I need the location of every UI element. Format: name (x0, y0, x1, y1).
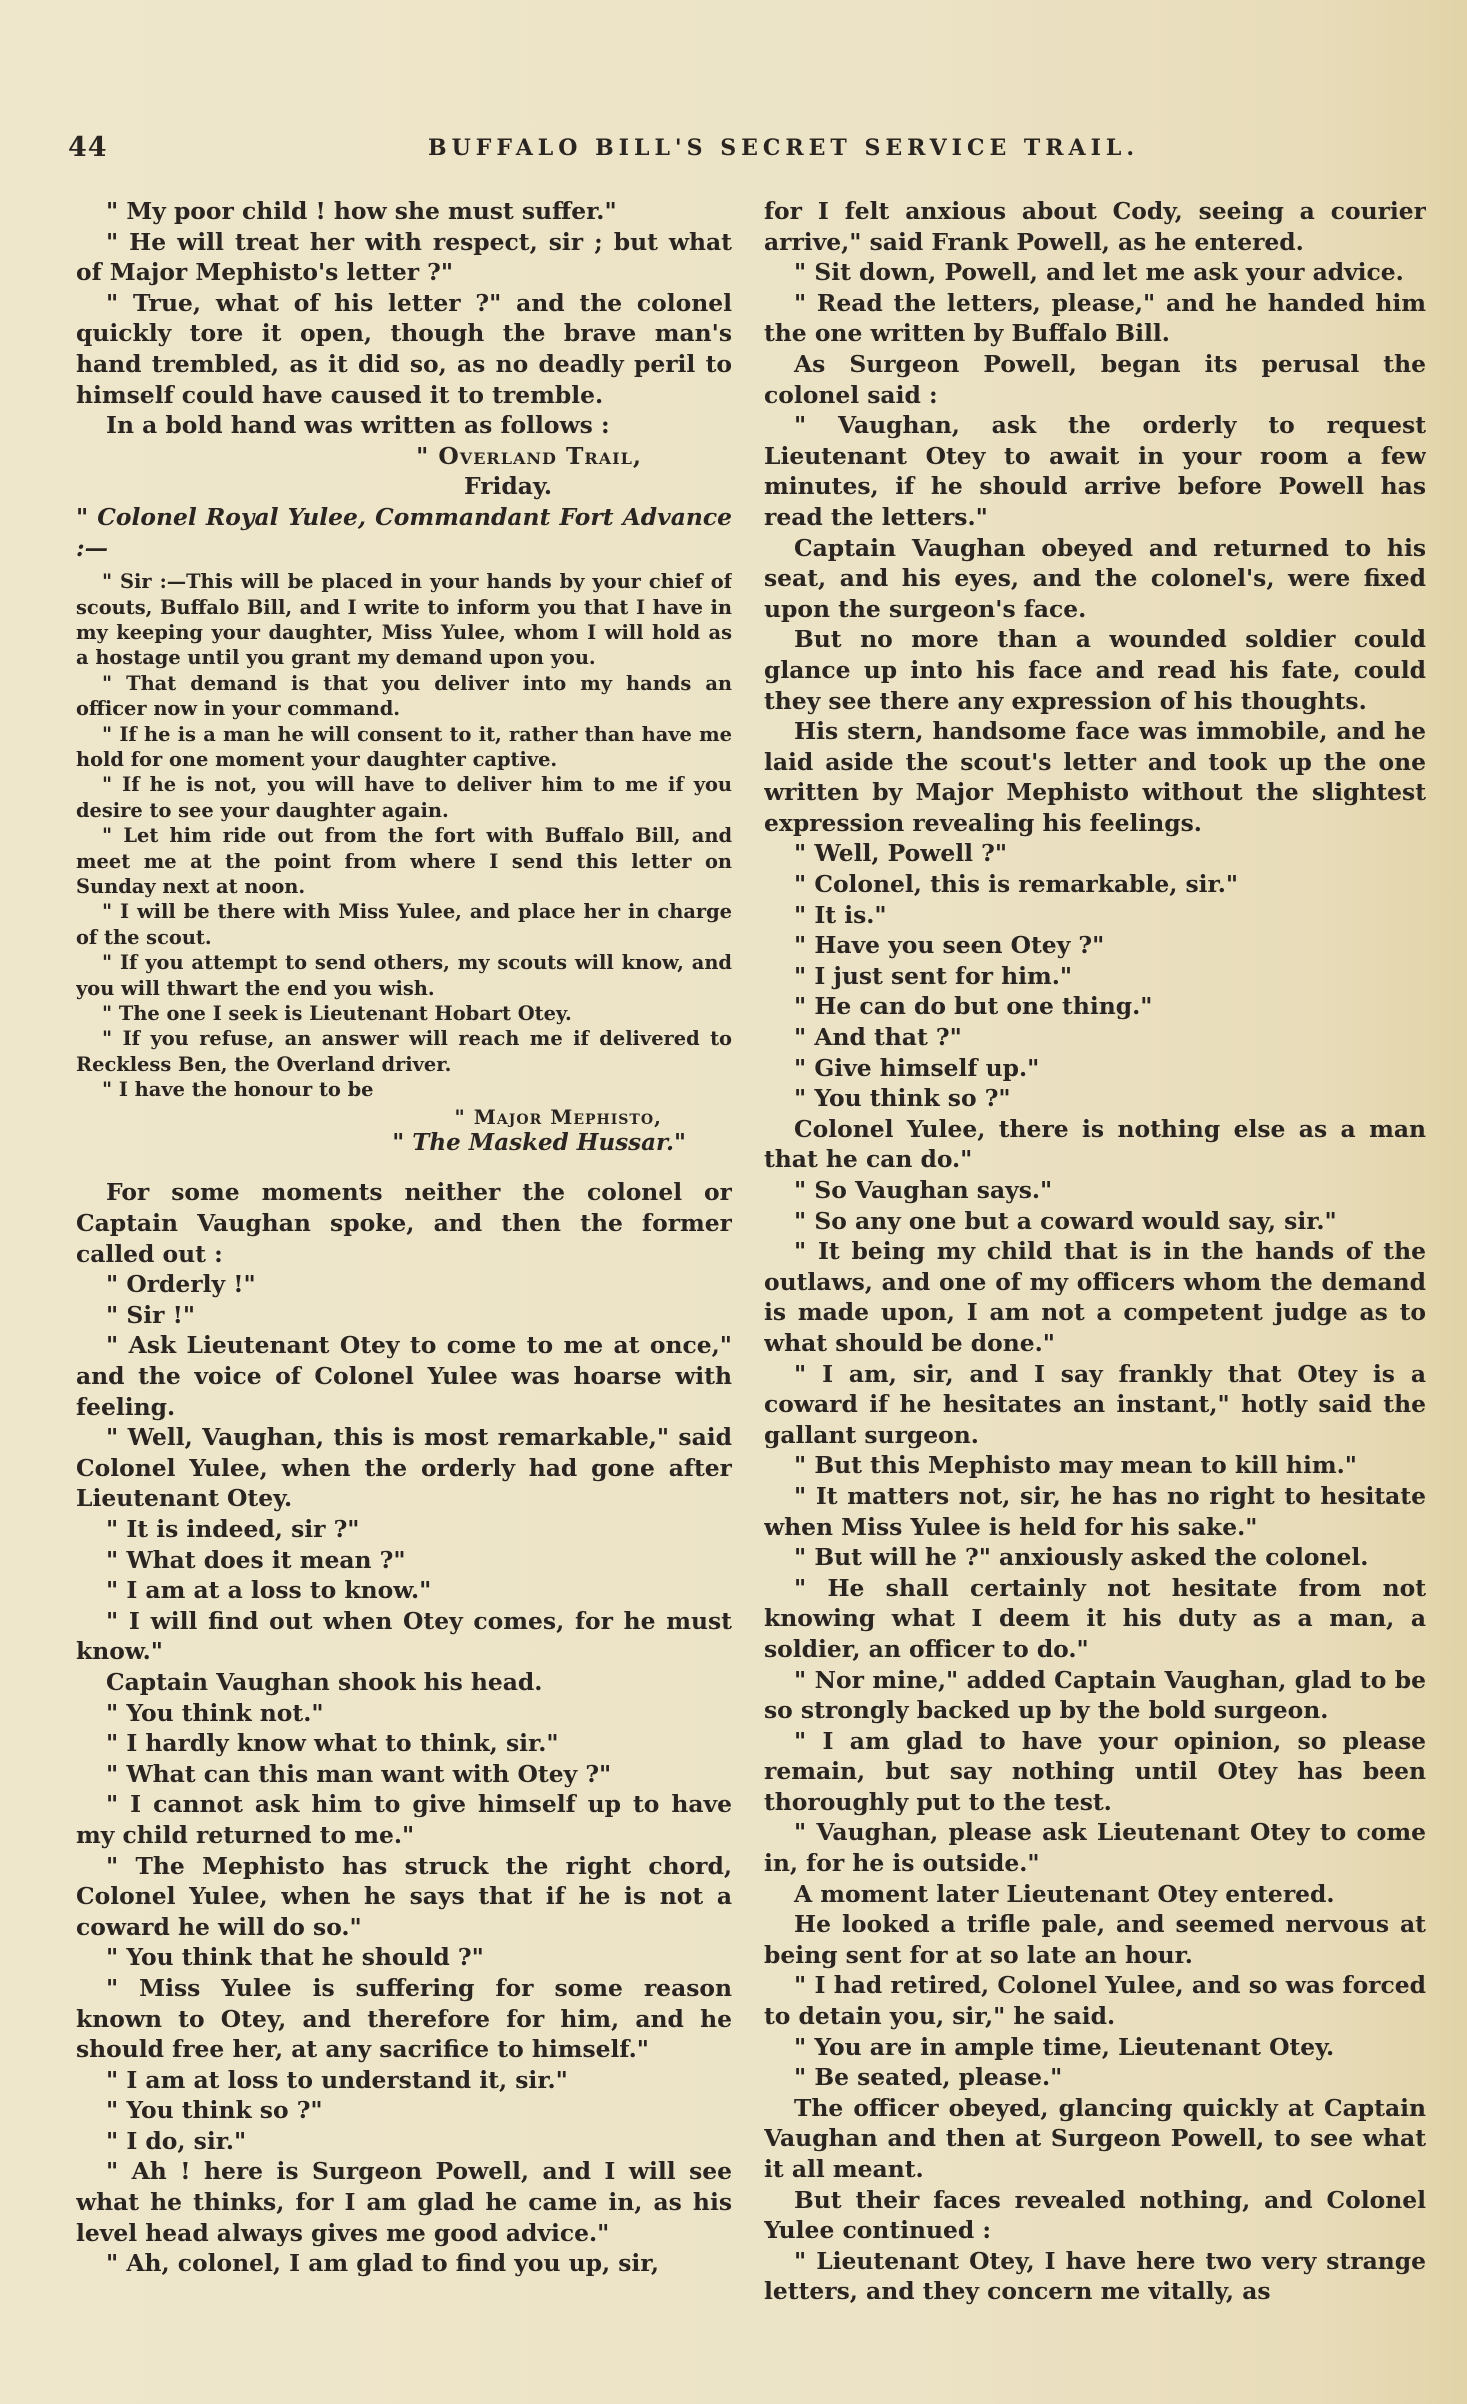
paragraph: " Miss Yulee is suffering for some reason known to Otey, and therefore for him, and he should free her, at any sacrifice to himself." (76, 1973, 732, 2064)
paragraph: " My poor child ! how she must suffer." (106, 197, 617, 225)
paragraph: But their faces revealed nothing, and Colonel Yulee continued : (764, 2185, 1426, 2245)
paragraph: He looked a trifle pale, and seemed nervous at being sent for at so late an hour. (764, 1910, 1426, 1969)
paragraph: " I am, sir, and I say frankly that Otey is a coward if he hesitates an instant," hotly said the gallant surgeon. (764, 1359, 1426, 1449)
paragraph: A moment later Lieutenant Otey entered. (794, 1879, 1335, 1908)
page-header (68, 132, 1428, 166)
letter-paragraph: " I will be there with Miss Yulee, and place her in charge of the scout. (76, 900, 732, 949)
paragraph: " Well, Powell ?" (794, 839, 1008, 868)
letter-paragraph: " I have the honour to be (102, 1078, 374, 1102)
paragraph: " Ask Lieutenant Otey to come to me at once," and the voice of Colonel Yulee was hoarse with feeling. (76, 1331, 732, 1421)
paragraph: " Nor mine," added Captain Vaughan, glad to be so strongly backed up by the bold surgeon. (764, 1665, 1426, 1725)
paragraph: " Sir !" (106, 1300, 196, 1329)
letter-paragraph: " If you refuse, an answer will reach me if delivered to Reckless Ben, the Overland driver. (76, 1027, 732, 1076)
paragraph: " I am at a loss to know." (106, 1576, 432, 1605)
letter-address: " Colonel Royal Yulee, Commandant Fort Advance :— (76, 502, 732, 562)
paragraph: " So any one but a coward would say, sir." (794, 1206, 1337, 1235)
paragraph: Captain Vaughan obeyed and returned to his seat, and his eyes, and the colonel's, were fixed upon the surgeon's face. (764, 533, 1426, 623)
paragraph: His stern, handsome face was immobile, and he laid aside the scout's letter and took up the one written by Major Mephisto without the slightest expression revealing his feelings. (764, 717, 1426, 837)
paragraph: " Well, Vaughan, this is most remarkable," said Colonel Yulee, when the orderly had gone after Lieutenant Otey. (76, 1423, 732, 1513)
paragraph: " Lieutenant Otey, I have here two very strange letters, and they concern me vitally, as (764, 2246, 1426, 2306)
paragraph: " Colonel, this is remarkable, sir." (794, 870, 1239, 899)
letter-heading-place: " Overland Trail, (416, 441, 642, 470)
letter-signature-title: " The Masked Hussar." (392, 1129, 686, 1157)
paragraph: " Give himself up." (794, 1053, 1040, 1082)
paragraph: " I do, sir." (106, 2126, 247, 2155)
paragraph: " Read the letters, please," and he handed him the one written by Buffalo Bill. (764, 288, 1426, 348)
paragraph: " I had retired, Colonel Yulee, and so was forced to detain you, sir," he said. (764, 1971, 1426, 2031)
paragraph: Colonel Yulee, there is nothing else as a man that he can do." (764, 1114, 1426, 1174)
paragraph: Captain Vaughan shook his head. (106, 1667, 543, 1696)
letter-paragraph: " Let him ride out from the fort with Buffalo Bill, and meet me at the point from where I send this letter on Sunday next at noon. (76, 824, 732, 898)
paragraph: " You think so ?" (794, 1084, 1011, 1113)
paragraph: " I will find out when Otey comes, for he must know." (76, 1606, 732, 1666)
letter-paragraph: " If he is a man he will consent to it, rather than have me hold for one moment your daughter captive. (76, 722, 732, 771)
paragraph: " I cannot ask him to give himself up to have my child returned to me." (76, 1790, 732, 1849)
paragraph: As Surgeon Powell, began its perusal the colonel said : (764, 349, 1426, 409)
paragraph: " So Vaughan says." (794, 1176, 1053, 1204)
paragraph: " I hardly know what to think, sir." (106, 1729, 559, 1758)
page-number: 44 (68, 132, 108, 163)
letter-signature-name: " Major Mephisto, (454, 1104, 662, 1129)
letter-body (76, 569, 732, 1155)
paragraph: " You think that he should ?" (106, 1943, 484, 1972)
paragraph: In a bold hand was written as follows : (106, 411, 610, 440)
paragraph: " It being my child that is in the hands of the outlaws, and one of my officers whom the demand is made upon, I am not a competent judge as to what should be done." (764, 1237, 1426, 1357)
paragraph: " True, what of his letter ?" and the colonel quickly tore it open, though the brave man's hand trembled, as it did so, as no deadly peril to himself could have caused it to tremble. (76, 288, 732, 409)
paragraph: " You are in ample time, Lieutenant Otey. (794, 2032, 1335, 2061)
paragraph: " Vaughan, ask the orderly to request Lieutenant Otey to await in your room a few minutes, if he should arrive before Powell has read the letters." (764, 411, 1426, 531)
paragraph: " What can this man want with Otey ?" (106, 1759, 612, 1788)
paragraph: " He can do but one thing." (794, 992, 1153, 1021)
paragraph: " You think not." (106, 1698, 324, 1727)
paragraph: " It is indeed, sir ?" (106, 1515, 360, 1543)
paragraph: " Vaughan, please ask Lieutenant Otey to come in, for he is outside." (764, 1818, 1426, 1878)
paragraph: The officer obeyed, glancing quickly at Captain Vaughan and then at Surgeon Powell, to see what it all meant. (764, 2093, 1426, 2183)
paragraph: " Orderly !" (106, 1270, 256, 1299)
paragraph: " He will treat her with respect, sir ; but what of Major Mephisto's letter ?" (76, 227, 732, 287)
paragraph: For some moments neither the colonel or Captain Vaughan spoke, and then the former called out : (76, 1178, 732, 1268)
paragraph: " Have you seen Otey ?" (794, 931, 1105, 960)
paragraph: " I am at loss to understand it, sir." (106, 2065, 568, 2094)
paragraph: " But will he ?" anxiously asked the colonel. (794, 1543, 1369, 1572)
paragraph: " I just sent for him." (794, 961, 1073, 990)
paragraph: But no more than a wounded soldier could glance up into his face and read his fate, could they see there any expression of his thoughts. (764, 625, 1426, 715)
letter-paragraph: " That demand is that you deliver into my hands an officer now in your command. (76, 671, 732, 721)
right-column (764, 196, 1426, 2396)
letter-heading-day: Friday. (464, 472, 552, 501)
paragraph: " Be seated, please." (794, 2063, 1063, 2092)
left-column (76, 196, 732, 2396)
paragraph: " It is." (794, 900, 887, 929)
paragraph: " The Mephisto has struck the right chord, Colonel Yulee, when he says that if he is not a coward he will do so." (76, 1851, 732, 1941)
paragraph: " He shall certainly not hesitate from not knowing what I deem it his duty as a man, a soldier, an officer to do." (764, 1573, 1426, 1663)
paragraph: " Ah, colonel, I am glad to find you up, sir, (106, 2249, 660, 2278)
paragraph: " Ah ! here is Surgeon Powell, and I will see what he thinks, for I am glad he came in, as his level head always gives me good advice." (76, 2157, 732, 2247)
letter-paragraph: " The one I seek is Lieutenant Hobart Otey. (102, 1002, 572, 1026)
running-title: BUFFALO BILL'S SECRET SERVICE TRAIL. (428, 135, 1140, 161)
paragraph: for I felt anxious about Cody, seeing a courier arrive," said Frank Powell, as he entered. (764, 197, 1426, 256)
paragraph: " What does it mean ?" (106, 1545, 406, 1574)
paragraph: " And that ?" (794, 1023, 962, 1052)
letter-paragraph: " If you attempt to send others, my scouts will know, and you will thwart the end you wish. (76, 951, 732, 1000)
paragraph: " Sit down, Powell, and let me ask your advice. (794, 258, 1404, 287)
paragraph: " You think so ?" (106, 2096, 323, 2125)
paragraph: " It matters not, sir, he has no right to hesitate when Miss Yulee is held for his sake." (764, 1481, 1426, 1541)
paragraph: " But this Mephisto may mean to kill him." (794, 1451, 1357, 1480)
letter-paragraph: " If he is not, you will have to deliver him to me if you desire to see your daughter again. (76, 773, 732, 822)
letter-paragraph: " Sir :—This will be placed in your hands by your chief of scouts, Buffalo Bill, and I write to inform you that I have in my keeping your daughter, Miss Yulee, whom I will hold as a hostage until you grant my demand upon you. (76, 570, 732, 670)
paragraph: " I am glad to have your opinion, so please remain, but say nothing until Otey has been thoroughly put to the test. (764, 1726, 1426, 1816)
